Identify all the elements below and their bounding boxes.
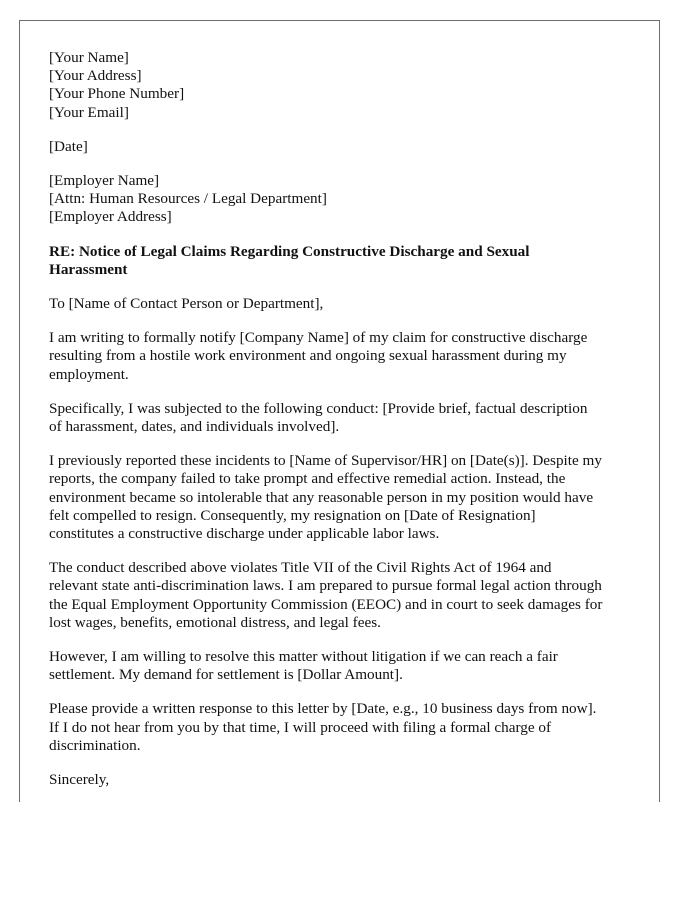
body-paragraph-3 [49, 452, 645, 543]
paragraph-line: of harassment, dates, and individuals involved]. [49, 418, 340, 436]
closing [49, 771, 645, 789]
employer-address: [Employer Address] [49, 208, 172, 226]
paragraph-line: environment became so intolerable that any reasonable person in my position would have [49, 488, 594, 506]
paragraph-line: Specifically, I was subjected to the following conduct: [Provide brief, factual description [49, 399, 588, 417]
letter-date: [Date] [49, 137, 88, 155]
paragraph-line: resulting from a hostile work environment and ongoing sexual harassment during my [49, 347, 567, 365]
salutation-text: To [Name of Contact Person or Department], [49, 295, 324, 313]
body-paragraph-1 [49, 329, 645, 384]
paragraph-line: reports, the company failed to take prompt and effective remedial action. Instead, the [49, 470, 566, 488]
subject-line-2: Harassment [49, 260, 128, 278]
sender-phone: [Your Phone Number] [49, 85, 185, 103]
paragraph-line: The conduct described above violates Title VII of the Civil Rights Act of 1964 and [49, 559, 552, 577]
attention-line: [Attn: Human Resources / Legal Department] [49, 190, 327, 208]
paragraph-line: employment. [49, 365, 129, 383]
recipient-block [49, 172, 645, 227]
paragraph-line: discrimination. [49, 736, 141, 754]
paragraph-line: the Equal Employment Opportunity Commission (EEOC) and in court to seek damages for [49, 595, 603, 613]
paragraph-line: settlement. My demand for settlement is [Dollar Amount]. [49, 666, 403, 684]
paragraph-line: felt compelled to resign. Consequently, my resignation on [Date of Resignation] [49, 506, 536, 524]
paragraph-line: However, I am willing to resolve this matter without litigation if we can reach a fair [49, 648, 558, 666]
salutation [49, 295, 645, 313]
paragraph-line: I am writing to formally notify [Company Name] of my claim for constructive discharge [49, 329, 588, 347]
subject-line-1: RE: Notice of Legal Claims Regarding Constructive Discharge and Sexual [49, 242, 530, 260]
body-paragraph-6 [49, 700, 645, 755]
letter-page [19, 20, 660, 802]
body-paragraph-4 [49, 559, 645, 632]
sender-block [49, 49, 645, 122]
subject-line [49, 243, 645, 279]
sender-email: [Your Email] [49, 103, 129, 121]
paragraph-line: Please provide a written response to this letter by [Date, e.g., 10 business days from now]. [49, 700, 597, 718]
closing-text: Sincerely, [49, 771, 110, 789]
employer-name: [Employer Name] [49, 172, 160, 190]
paragraph-line: I previously reported these incidents to [Name of Supervisor/HR] on [Date(s)]. Despite my [49, 452, 602, 470]
sender-address: [Your Address] [49, 67, 142, 85]
date-block [49, 138, 645, 156]
letter-content [49, 49, 645, 805]
paragraph-line: lost wages, benefits, emotional distress, and legal fees. [49, 613, 381, 631]
body-paragraph-2 [49, 400, 645, 436]
sender-name: [Your Name] [49, 49, 129, 66]
body-paragraph-5 [49, 648, 645, 684]
paragraph-line: constitutes a constructive discharge under applicable labor laws. [49, 525, 440, 543]
paragraph-line: relevant state anti-discrimination laws. I am prepared to pursue formal legal action through [49, 577, 602, 595]
paragraph-line: If I do not hear from you by that time, I will proceed with filing a formal charge of [49, 718, 552, 736]
